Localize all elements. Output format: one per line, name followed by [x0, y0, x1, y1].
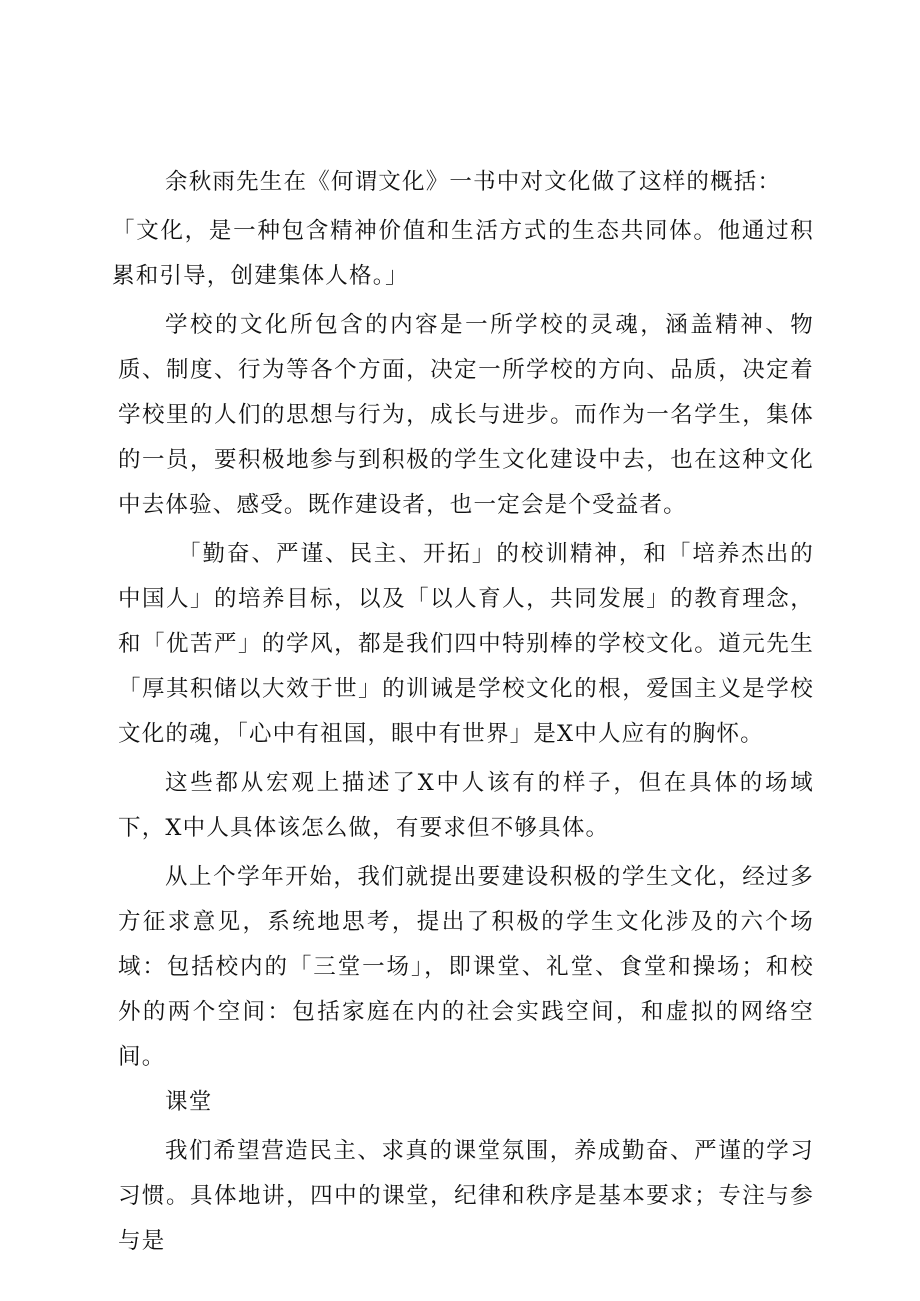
classroom-paragraph: 我们希望营造民主、求真的课堂氛围，养成勤奋、严谨的学习习惯。具体地讲，四中的课堂，纪律和秩序是基本要求；专注与参与是 — [118, 1138, 814, 1254]
quote-paragraph: 「文化，是一种包含精神价值和生活方式的生态共同体。他通过积累和引导，创建集体人格。」 — [112, 218, 814, 289]
section-heading-classroom: 课堂 — [165, 1089, 213, 1115]
document-body — [112, 160, 814, 1264]
motto-paragraph: 「勤奋、严谨、民主、开拓」的校训精神，和「培养杰出的中国人」的培养目标，以及「以人育人，共同发展」的教育理念，和「优苦严」的学风，都是我们四中特别棒的学校文化。道元先生「厚其积储以大效于世」的训诫是学校文化的根，爱国主义是学校文化的魂，「心中有祖国，眼中有世界」是X中人应有的胸怀。 — [118, 541, 814, 747]
macro-description-paragraph: 这些都从宏观上描述了X中人该有的样子，但在具体的场域下，X中人具体该怎么做，有要求但不够具体。 — [118, 770, 814, 841]
school-culture-paragraph: 学校的文化所包含的内容是一所学校的灵魂，涵盖精神、物质、制度、行为等各个方面，决定一所学校的方向、品质，决定着学校里的人们的思想与行为，成长与进步。而作为一名学生，集体的一员，要积极地参与到积极的学生文化建设中去，也在这种文化中去体验、感受。既作建设者，也一定会是个受益者。 — [118, 312, 814, 518]
intro-paragraph: 余秋雨先生在《何谓文化》一书中对文化做了这样的概括： — [165, 169, 782, 195]
six-domains-paragraph: 从上个学年开始，我们就提出要建设积极的学生文化，经过多方征求意见，系统地思考，提出了积极的学生文化涉及的六个场域：包括校内的「三堂一场」，即课堂、礼堂、食堂和操场；和校外的两个空间：包括家庭在内的社会实践空间，和虚拟的网络空间。 — [118, 864, 814, 1070]
